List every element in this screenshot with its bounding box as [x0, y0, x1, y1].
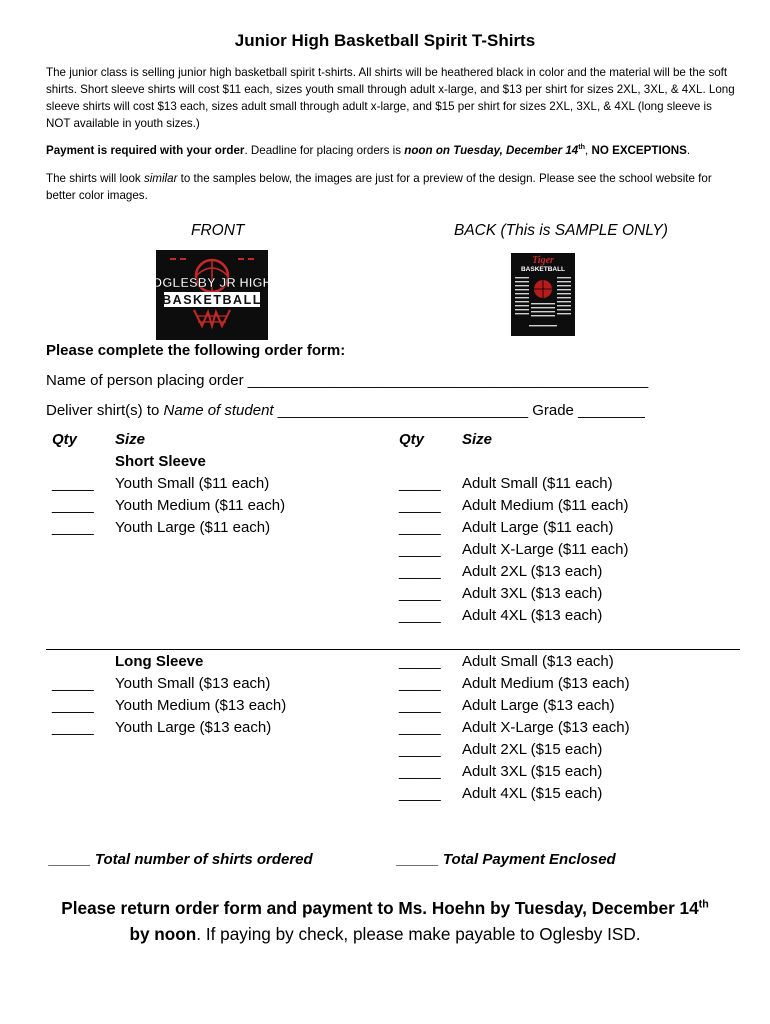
deliver-row: [46, 402, 645, 419]
grade-label: Grade: [532, 402, 574, 419]
qty-blank[interactable]: _____: [399, 719, 441, 736]
payment-notice: [46, 142, 736, 159]
qty-blank[interactable]: _____: [399, 585, 441, 602]
long-adult-item: Adult 3XL ($15 each): [462, 763, 603, 780]
short-adult-item: Adult Medium ($11 each): [462, 497, 629, 514]
back-shirt-image: [511, 253, 575, 336]
long-sleeve-label: Long Sleeve: [115, 653, 204, 670]
grade-blank-field[interactable]: ________: [573, 402, 645, 419]
front-shirt-image: [156, 250, 268, 340]
deadline-text: noon on Tuesday, December 14: [404, 144, 579, 157]
total-payment-row: [397, 851, 616, 868]
return-line1: Please return order form and payment to Ms. Hoehn by Tuesday, December 14: [61, 898, 699, 918]
qty-blank[interactable]: _____: [52, 519, 94, 536]
qty-blank[interactable]: _____: [399, 563, 441, 580]
back-label: BACK (This is SAMPLE ONLY): [454, 222, 668, 239]
deliver-label-italic: Name of student: [163, 402, 274, 419]
preview-pre: The shirts will look: [46, 172, 144, 185]
short-adult-item: Adult 4XL ($13 each): [462, 607, 603, 624]
long-adult-item: Adult 4XL ($15 each): [462, 785, 603, 802]
page-title: Junior High Basketball Spirit T-Shirts: [234, 31, 536, 50]
qty-blank[interactable]: _____: [52, 475, 94, 492]
qty-blank[interactable]: _____: [399, 497, 441, 514]
payment-end: .: [686, 144, 691, 157]
qty-blank[interactable]: _____: [399, 519, 441, 536]
qty-blank[interactable]: _____: [399, 607, 441, 624]
back-logo-graphic: [511, 253, 575, 336]
qty-blank[interactable]: _____: [399, 741, 441, 758]
preview-paragraph: [46, 170, 736, 204]
qty-blank[interactable]: _____: [52, 719, 94, 736]
total-shirts-label: Total number of shirts ordered: [94, 851, 313, 868]
qty-blank[interactable]: _____: [399, 675, 441, 692]
qty-blank[interactable]: _____: [399, 763, 441, 780]
front-label: FRONT: [191, 222, 245, 239]
short-adult-item: Adult Large ($11 each): [462, 519, 614, 536]
qty-blank[interactable]: _____: [399, 697, 441, 714]
long-adult-item: Adult 2XL ($15 each): [462, 741, 603, 758]
total-payment-label: Total Payment Enclosed: [442, 851, 616, 868]
short-adult-item: Adult X-Large ($11 each): [462, 541, 629, 558]
qty-blank[interactable]: _____: [399, 785, 441, 802]
name-row: [46, 372, 648, 389]
long-adult-item: Adult Small ($13 each): [462, 653, 614, 670]
long-youth-item: Youth Large ($13 each): [115, 719, 272, 736]
short-youth-item: Youth Small ($11 each): [115, 475, 270, 492]
name-label: Name of person placing order: [46, 372, 244, 389]
short-adult-item: Adult 2XL ($13 each): [462, 563, 603, 580]
qty-blank[interactable]: _____: [399, 475, 441, 492]
size-header-right: Size: [462, 431, 493, 448]
return-line2-rest: . If paying by check, please make payable to Oglesby ISD.: [196, 924, 641, 944]
payment-required-text: Payment is required with your order: [46, 144, 245, 157]
size-header-left: Size: [115, 431, 146, 448]
qty-header-right: Qty: [399, 431, 425, 448]
short-adult-item: Adult 3XL ($13 each): [462, 585, 603, 602]
qty-blank[interactable]: _____: [399, 653, 441, 670]
short-adult-item: Adult Small ($11 each): [462, 475, 613, 492]
back-logo-line2: BASKETBALL: [520, 266, 566, 273]
no-exceptions-text: NO EXCEPTIONS: [591, 144, 687, 157]
total-payment-blank[interactable]: _____: [397, 851, 439, 868]
back-logo-line1: Tiger: [532, 255, 554, 266]
intro-paragraph: The junior class is selling junior high basketball spirit t-shirts. All shirts will be heathered black in color and the material will be the soft shirts. Short sleeve shirts will cost $11 each, sizes youth small through adult x-large, and $13 per shirt for sizes 2XL, 3XL, & 4XL. Long sleeve shirts will cost $13 each, sizes adult small through adult x-large, and $15 per shirt for sizes 2XL, 3XL, & 4XL (long sleeve is NOT available in youth sizes.): [46, 66, 735, 130]
payment-middle-text: . Deadline for placing orders is: [244, 144, 405, 157]
deadline-sup: th: [578, 142, 586, 152]
total-shirts-blank[interactable]: _____: [49, 851, 91, 868]
deliver-label: Deliver shirt(s) to: [46, 402, 164, 419]
qty-header-left: Qty: [52, 431, 78, 448]
long-youth-item: Youth Small ($13 each): [115, 675, 271, 692]
front-logo-graphic: [156, 250, 268, 340]
name-blank-field[interactable]: ________________________________________________: [247, 372, 649, 389]
qty-blank[interactable]: _____: [52, 675, 94, 692]
qty-blank[interactable]: _____: [399, 541, 441, 558]
front-logo-line2: BASKETBALL: [162, 293, 262, 307]
qty-blank[interactable]: _____: [52, 697, 94, 714]
return-line2-bold: by noon: [129, 924, 197, 944]
student-blank-field[interactable]: ______________________________: [273, 402, 533, 419]
long-adult-item: Adult Medium ($13 each): [462, 675, 630, 692]
short-youth-item: Youth Large ($11 each): [115, 519, 271, 536]
preview-post: to the samples below, the images are just for a preview of the design. Please see the school website for better color images.: [46, 172, 712, 202]
total-shirts-row: [49, 851, 313, 868]
long-adult-item: Adult X-Large ($13 each): [462, 719, 630, 736]
front-logo-line1: OGLESBY JR HIGH: [156, 275, 268, 290]
payment-sep: ,: [585, 144, 592, 157]
qty-blank[interactable]: _____: [52, 497, 94, 514]
return-line1-sup: th: [698, 898, 709, 911]
short-sleeve-label: Short Sleeve: [115, 453, 206, 470]
section-divider: [46, 649, 740, 650]
short-youth-item: Youth Medium ($11 each): [115, 497, 286, 514]
return-instructions: [0, 895, 770, 947]
order-form-heading: Please complete the following order form:: [46, 342, 346, 359]
long-youth-item: Youth Medium ($13 each): [115, 697, 287, 714]
preview-similar: similar: [143, 172, 178, 185]
long-adult-item: Adult Large ($13 each): [462, 697, 615, 714]
